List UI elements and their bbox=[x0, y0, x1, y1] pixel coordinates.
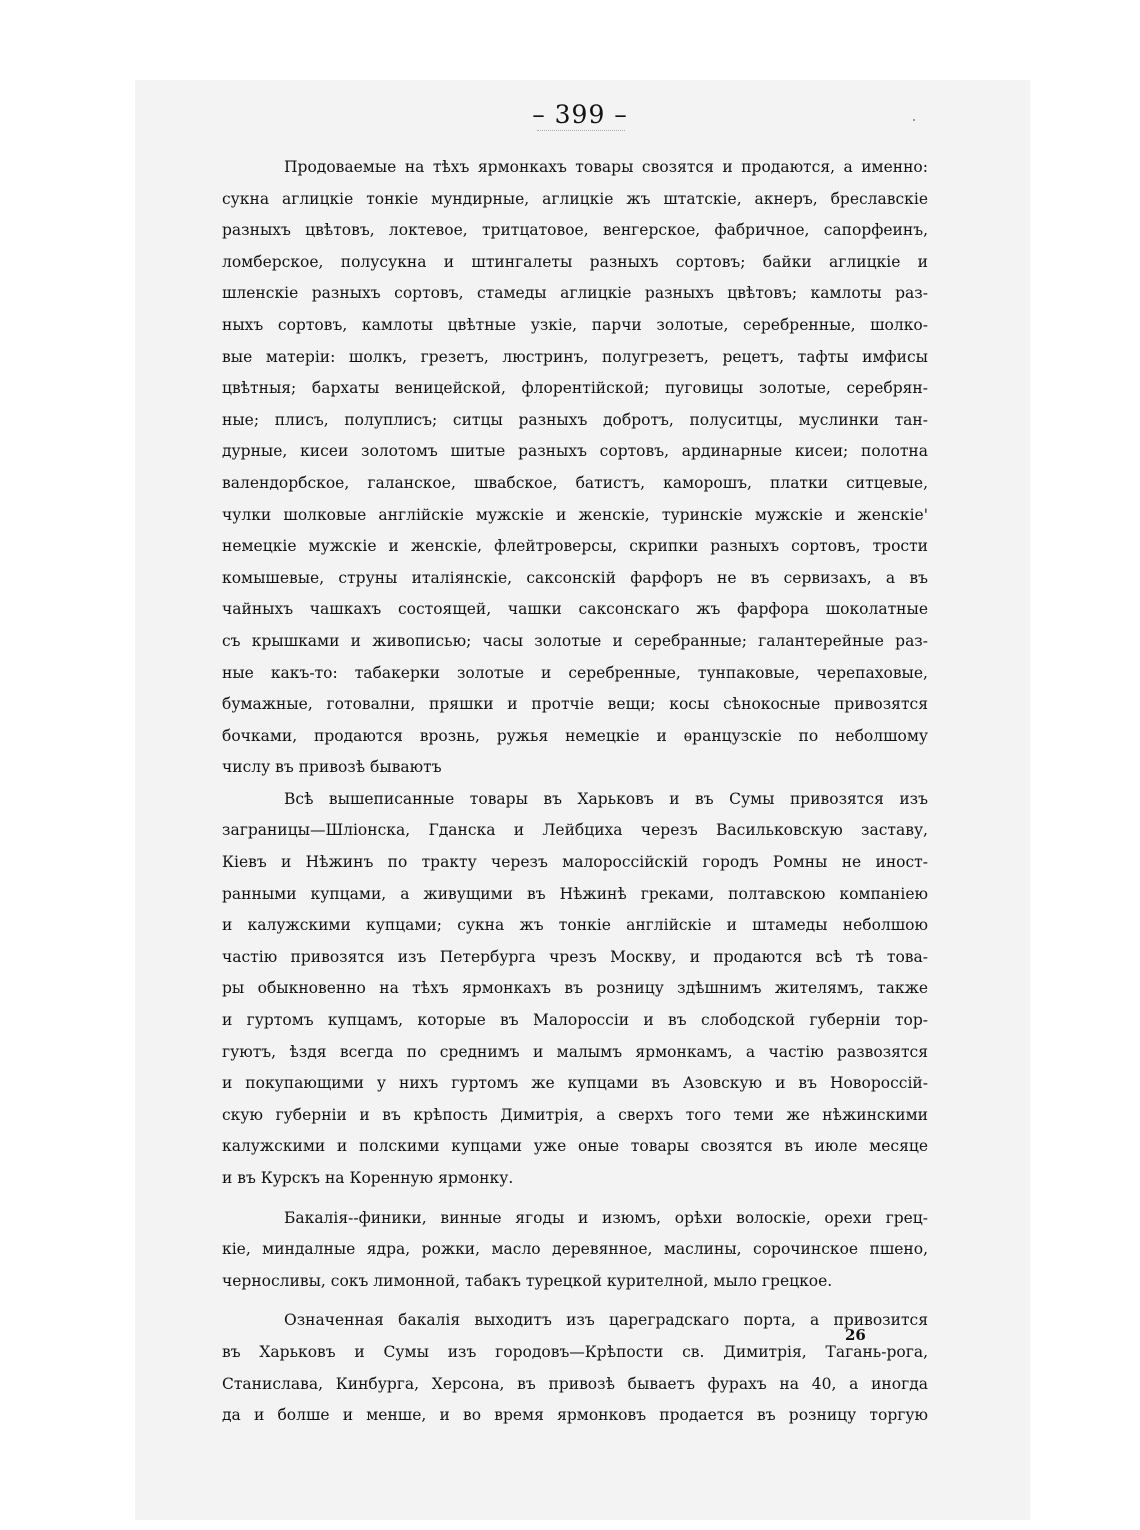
text-line: заграницы—Шліонска, Гданска и Лейбциха черезъ Васильковскую заставу, bbox=[222, 821, 928, 840]
text-line: шленскіе разныхъ сортовъ, стамеды аглицкіе разныхъ цвѣтовъ; камлоты раз- bbox=[222, 284, 928, 303]
text-line: Означенная бакалія выходитъ изъ цареградскаго порта, а привозится bbox=[284, 1311, 928, 1330]
paragraph-3 bbox=[222, 1203, 928, 1298]
text-line: и покупающими у нихъ гуртомъ же купцами въ Азовскую и въ Новороссій- bbox=[222, 1074, 928, 1093]
text-line: ныхъ сортовъ, камлоты цвѣтные узкіе, парчи золотые, серебренные, шолко- bbox=[222, 315, 928, 334]
text-line: Продоваемые на тѣхъ ярмонкахъ товары свозятся и продаются, а именно: bbox=[284, 158, 928, 176]
sheet-signature-mark: 26 bbox=[845, 1326, 866, 1344]
text-line: гуютъ, ѣздя всегда по среднимъ и малымъ ярмонкамъ, а частію развозятся bbox=[222, 1042, 928, 1061]
text-line: Бакалія--финики, винные ягоды и изюмъ, орѣхи волоскіе, орехи грец- bbox=[284, 1208, 928, 1227]
text-line: калужскими и полскими купцами уже оные товары свозятся въ июле месяце bbox=[222, 1137, 928, 1156]
text-line: и гуртомъ купцамъ, которые въ Малороссіи и въ слободской губерніи тор- bbox=[222, 1011, 928, 1030]
text-line: немецкіе мужскіе и женскіе, флейтроверсы, скрипки разныхъ сортовъ, трости bbox=[222, 537, 928, 556]
text-line: да и болше и менше, и во время ярмонковъ продается въ розницу торгую bbox=[222, 1406, 928, 1425]
text-line: кіе, миндалные ядра, рожки, масло деревянное, маслины, сорочинское пшено, bbox=[222, 1240, 928, 1259]
paragraph-1 bbox=[222, 152, 928, 784]
text-line: чулки шолковые англійскіе мужскіе и женскіе, туринскіе мужскіе и женскіе' bbox=[222, 505, 928, 524]
text-line: ранными купцами, а живущими въ Нѣжинѣ греками, полтавскою компаніею bbox=[222, 884, 928, 903]
text-line: чайныхъ чашкахъ состоящей, чашки саксонскаго жъ фарфора шоколатные bbox=[222, 600, 928, 619]
text-line: и калужскими купцами; сукна жъ тонкіе англійскіе и штамеды неболшою bbox=[222, 916, 928, 935]
header-rule bbox=[537, 130, 625, 131]
text-line: цвѣтныя; бархаты веницейской, флорентійской; пуговицы золотые, серебрян- bbox=[222, 379, 928, 398]
text-line: разныхъ цвѣтовъ, локтевое, тритцатовое, венгерское, фабричное, сапорфеинъ, bbox=[222, 221, 928, 240]
text-line: ломберское, полусукна и штингалеты разныхъ сортовъ; байки аглицкіе и bbox=[222, 252, 928, 271]
speck bbox=[913, 119, 915, 121]
text-line: черносливы, сокъ лимонной, табакъ турецкой курителной, мыло грецкое. bbox=[222, 1271, 833, 1290]
text-line: дурные, кисеи золотомъ шитые разныхъ сортовъ, ардинарные кисеи; полотна bbox=[222, 442, 928, 461]
paragraph-4 bbox=[222, 1305, 928, 1431]
text-line: и въ Курскъ на Коренную ярмонку. bbox=[222, 1169, 514, 1187]
text-line: бочками, продаются врознь, ружья немецкіе и ѳранцузскіе по неболшому bbox=[222, 726, 928, 745]
text-line: валендорбское, галанское, швабское, батистъ, каморошъ, платки ситцевые, bbox=[222, 473, 928, 492]
text-line: съ крышками и живописью; часы золотые и серебранные; галантерейные раз- bbox=[222, 631, 928, 650]
text-line: скую губерніи и въ крѣпость Димитрія, а сверхъ того теми же нѣжинскими bbox=[222, 1105, 928, 1124]
text-line: ные какъ-то: табакерки золотые и серебренные, тунпаковые, черепаховые, bbox=[222, 663, 928, 682]
text-line: Кіевъ и Нѣжинъ по тракту черезъ малороссійскій городъ Ромны не иност- bbox=[222, 853, 928, 872]
text-line: сукна аглицкіе тонкіе мундирные, аглицкіе жъ штатскіе, акнеръ, бреславскіе bbox=[222, 189, 928, 208]
text-line: числу въ привозѣ бываютъ bbox=[222, 758, 442, 777]
text-line: комышевые, струны италіянскіе, саксонскій фарфоръ не въ сервизахъ, а въ bbox=[222, 568, 928, 587]
text-line: бумажные, готовални, пряшки и протчіе вещи; косы сѣнокосные привозятся bbox=[222, 695, 928, 714]
text-line: ные; плисъ, полуплисъ; ситцы разныхъ добротъ, полуситцы, муслинки тан- bbox=[222, 410, 928, 429]
text-line: въ Харьковъ и Сумы изъ городовъ—Крѣпости св. Димитрія, Тагань-рога, bbox=[222, 1342, 928, 1361]
text-line: ры обыкновенно на тѣхъ ярмонкахъ въ розницу здѣшнимъ жителямъ, также bbox=[222, 979, 928, 998]
text-line: Станислава, Кинбурга, Херсона, въ привозѣ бываетъ фурахъ на 40, а иногда bbox=[222, 1374, 928, 1393]
text-line: вые матеріи: шолкъ, грезетъ, люстринъ, полугрезетъ, рецетъ, тафты имфисы bbox=[222, 347, 928, 366]
page-number: – 399 – bbox=[532, 100, 628, 129]
body-text bbox=[222, 152, 928, 1432]
text-line: Всѣ вышеписанные товары въ Харьковъ и въ Сумы привозятся изъ bbox=[284, 789, 928, 808]
text-line: частію привозятся изъ Петербурга чрезъ Москву, и продаются всѣ тѣ това- bbox=[222, 947, 928, 966]
paragraph-2 bbox=[222, 784, 928, 1195]
